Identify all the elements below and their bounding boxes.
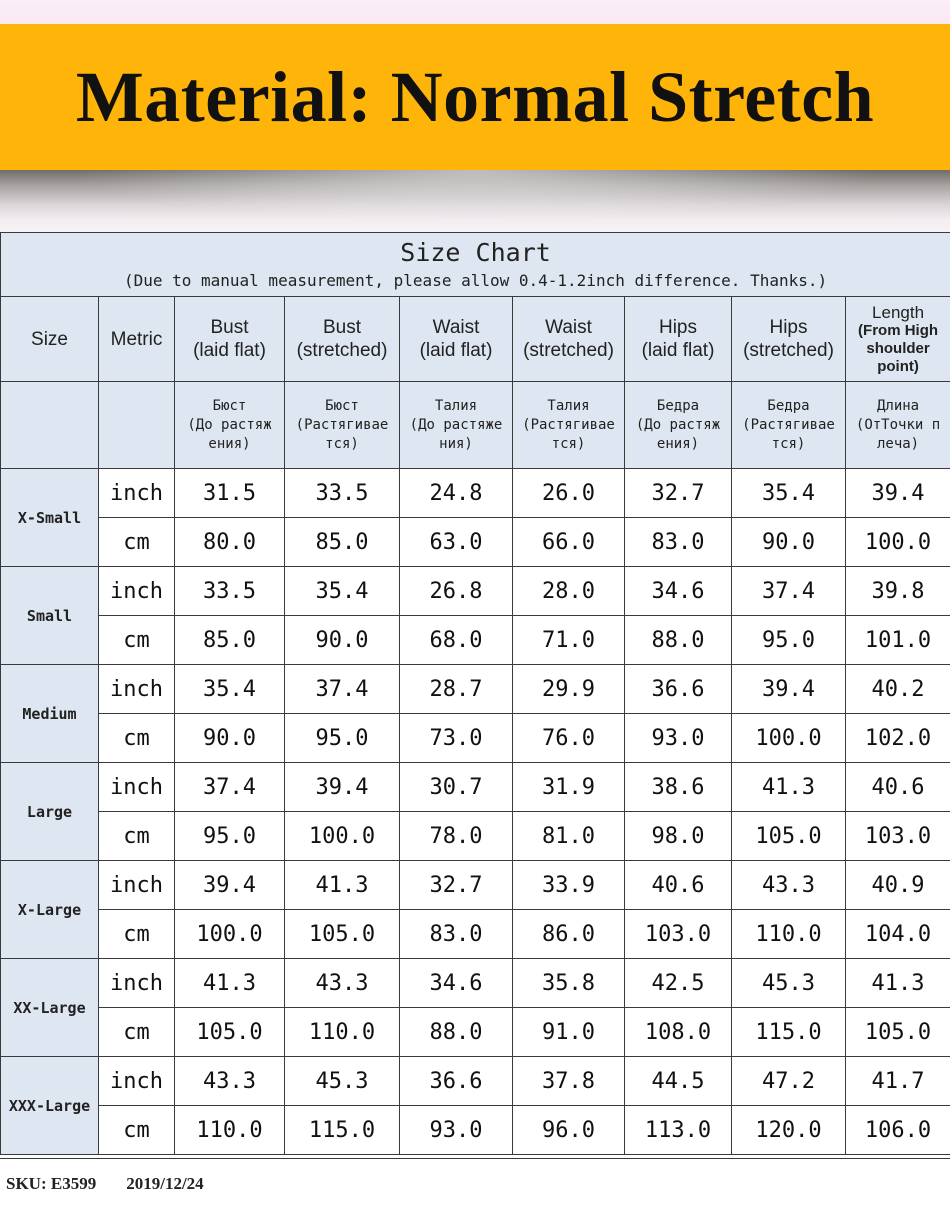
- measurement-cell: 35.4: [285, 567, 400, 616]
- measurement-cell: 93.0: [400, 1106, 513, 1155]
- measurement-cell: 108.0: [625, 1008, 732, 1057]
- measurement-cell: 83.0: [625, 518, 732, 567]
- measurement-cell: 71.0: [513, 616, 625, 665]
- measurement-cell: 115.0: [732, 1008, 846, 1057]
- column-header-ru: Бедра (До растяж ения): [625, 382, 732, 469]
- measurement-cell: 41.3: [285, 861, 400, 910]
- size-label: Small: [1, 567, 99, 665]
- measurement-cell: 76.0: [513, 714, 625, 763]
- measurement-cell: 32.7: [625, 469, 732, 518]
- column-header: Hips (laid flat): [625, 297, 732, 382]
- unit-label: inch: [99, 665, 175, 714]
- measurement-cell: 95.0: [175, 812, 285, 861]
- measurement-cell: 86.0: [513, 910, 625, 959]
- column-header: Waist (stretched): [513, 297, 625, 382]
- measurement-cell: 43.3: [285, 959, 400, 1008]
- unit-label: inch: [99, 959, 175, 1008]
- measurement-cell: 100.0: [285, 812, 400, 861]
- column-header: Metric: [99, 297, 175, 382]
- measurement-cell: 93.0: [625, 714, 732, 763]
- measurement-cell: 40.6: [846, 763, 950, 812]
- measurement-cell: 39.4: [846, 469, 950, 518]
- table-row: [1, 1008, 950, 1057]
- unit-label: cm: [99, 910, 175, 959]
- measurement-cell: 37.4: [732, 567, 846, 616]
- size-label: X-Large: [1, 861, 99, 959]
- measurement-cell: 32.7: [400, 861, 513, 910]
- measurement-cell: 81.0: [513, 812, 625, 861]
- measurement-cell: 28.0: [513, 567, 625, 616]
- measurement-cell: 36.6: [625, 665, 732, 714]
- measurement-cell: 110.0: [285, 1008, 400, 1057]
- banner-shadow: [0, 170, 950, 232]
- measurement-cell: 31.5: [175, 469, 285, 518]
- measurement-cell: 90.0: [285, 616, 400, 665]
- unit-label: cm: [99, 1106, 175, 1155]
- measurement-cell: 73.0: [400, 714, 513, 763]
- measurement-cell: 39.8: [846, 567, 950, 616]
- measurement-cell: 41.7: [846, 1057, 950, 1106]
- measurement-cell: 90.0: [732, 518, 846, 567]
- unit-label: cm: [99, 1008, 175, 1057]
- table-row: [1, 910, 950, 959]
- unit-label: inch: [99, 1057, 175, 1106]
- measurement-cell: 44.5: [625, 1057, 732, 1106]
- measurement-cell: 110.0: [175, 1106, 285, 1155]
- measurement-cell: 33.5: [285, 469, 400, 518]
- measurement-cell: 100.0: [175, 910, 285, 959]
- table-row: [1, 861, 950, 910]
- measurement-cell: 85.0: [175, 616, 285, 665]
- measurement-cell: 103.0: [846, 812, 950, 861]
- measurement-cell: 88.0: [625, 616, 732, 665]
- column-header-ru: [99, 382, 175, 469]
- measurement-cell: 105.0: [732, 812, 846, 861]
- measurement-cell: 35.4: [732, 469, 846, 518]
- measurement-cell: 88.0: [400, 1008, 513, 1057]
- footer: [0, 1158, 950, 1209]
- measurement-cell: 43.3: [175, 1057, 285, 1106]
- column-header-ru: Длина (ОтТочки п леча): [846, 382, 950, 469]
- measurement-cell: 95.0: [732, 616, 846, 665]
- measurement-cell: 95.0: [285, 714, 400, 763]
- column-header: Bust (laid flat): [175, 297, 285, 382]
- table-row: [1, 518, 950, 567]
- measurement-cell: 110.0: [732, 910, 846, 959]
- measurement-cell: 101.0: [846, 616, 950, 665]
- sku-label: SKU: E3599: [6, 1174, 97, 1193]
- column-header: Size: [1, 297, 99, 382]
- column-header: Waist (laid flat): [400, 297, 513, 382]
- chart-title: Size Chart: [400, 237, 551, 267]
- measurement-cell: 90.0: [175, 714, 285, 763]
- size-label: Medium: [1, 665, 99, 763]
- measurement-cell: 34.6: [400, 959, 513, 1008]
- unit-label: inch: [99, 861, 175, 910]
- unit-label: inch: [99, 469, 175, 518]
- measurement-cell: 45.3: [732, 959, 846, 1008]
- measurement-cell: 31.9: [513, 763, 625, 812]
- chart-title-cell: [1, 233, 950, 297]
- measurement-cell: 100.0: [732, 714, 846, 763]
- measurement-cell: 39.4: [285, 763, 400, 812]
- measurement-cell: 80.0: [175, 518, 285, 567]
- measurement-cell: 41.3: [732, 763, 846, 812]
- top-strip: [0, 0, 950, 24]
- table-row: [1, 959, 950, 1008]
- size-chart-table: [0, 232, 950, 1155]
- measurement-cell: 105.0: [285, 910, 400, 959]
- table-row: [1, 469, 950, 518]
- measurement-cell: 104.0: [846, 910, 950, 959]
- unit-label: cm: [99, 518, 175, 567]
- column-header: Length (From High shoulder point): [846, 297, 950, 382]
- measurement-cell: 37.8: [513, 1057, 625, 1106]
- measurement-cell: 33.9: [513, 861, 625, 910]
- column-header-ru: Талия (Растягивае тся): [513, 382, 625, 469]
- measurement-cell: 35.4: [175, 665, 285, 714]
- measurement-cell: 30.7: [400, 763, 513, 812]
- measurement-cell: 41.3: [846, 959, 950, 1008]
- measurement-cell: 63.0: [400, 518, 513, 567]
- measurement-cell: 40.2: [846, 665, 950, 714]
- measurement-cell: 38.6: [625, 763, 732, 812]
- date-label: 2019/12/24: [126, 1174, 204, 1193]
- measurement-cell: 120.0: [732, 1106, 846, 1155]
- measurement-cell: 29.9: [513, 665, 625, 714]
- measurement-cell: 113.0: [625, 1106, 732, 1155]
- table-row: [1, 714, 950, 763]
- measurement-cell: 78.0: [400, 812, 513, 861]
- table-row: [1, 665, 950, 714]
- measurement-cell: 37.4: [285, 665, 400, 714]
- column-header-ru: Талия (До растяже ния): [400, 382, 513, 469]
- size-label: Large: [1, 763, 99, 861]
- unit-label: inch: [99, 763, 175, 812]
- material-banner: [0, 24, 950, 170]
- measurement-cell: 45.3: [285, 1057, 400, 1106]
- measurement-cell: 98.0: [625, 812, 732, 861]
- measurement-cell: 24.8: [400, 469, 513, 518]
- measurement-cell: 91.0: [513, 1008, 625, 1057]
- measurement-cell: 40.6: [625, 861, 732, 910]
- size-label: XXX-Large: [1, 1057, 99, 1155]
- unit-label: cm: [99, 616, 175, 665]
- measurement-cell: 47.2: [732, 1057, 846, 1106]
- column-header-ru: Бюст (До растяж ения): [175, 382, 285, 469]
- measurement-cell: 85.0: [285, 518, 400, 567]
- column-header-ru: Бедра (Растягивае тся): [732, 382, 846, 469]
- measurement-cell: 103.0: [625, 910, 732, 959]
- table-row: [1, 763, 950, 812]
- measurement-cell: 42.5: [625, 959, 732, 1008]
- unit-label: cm: [99, 714, 175, 763]
- table-row: [1, 1057, 950, 1106]
- measurement-cell: 68.0: [400, 616, 513, 665]
- measurement-cell: 28.7: [400, 665, 513, 714]
- column-header: Hips (stretched): [732, 297, 846, 382]
- unit-label: inch: [99, 567, 175, 616]
- table-row: [1, 567, 950, 616]
- table-row: [1, 1106, 950, 1155]
- column-header: Bust (stretched): [285, 297, 400, 382]
- size-label: XX-Large: [1, 959, 99, 1057]
- column-header-ru: Бюст (Растягивае тся): [285, 382, 400, 469]
- measurement-cell: 35.8: [513, 959, 625, 1008]
- measurement-cell: 43.3: [732, 861, 846, 910]
- measurement-cell: 40.9: [846, 861, 950, 910]
- table-row: [1, 616, 950, 665]
- table-row: [1, 812, 950, 861]
- measurement-cell: 37.4: [175, 763, 285, 812]
- measurement-cell: 96.0: [513, 1106, 625, 1155]
- measurement-cell: 83.0: [400, 910, 513, 959]
- column-header-ru: [1, 382, 99, 469]
- measurement-cell: 26.8: [400, 567, 513, 616]
- size-label: X-Small: [1, 469, 99, 567]
- banner-title: Material: Normal Stretch: [75, 56, 875, 137]
- measurement-cell: 105.0: [175, 1008, 285, 1057]
- unit-label: cm: [99, 812, 175, 861]
- measurement-cell: 115.0: [285, 1106, 400, 1155]
- measurement-cell: 39.4: [732, 665, 846, 714]
- measurement-cell: 102.0: [846, 714, 950, 763]
- measurement-cell: 39.4: [175, 861, 285, 910]
- measurement-cell: 36.6: [400, 1057, 513, 1106]
- measurement-cell: 66.0: [513, 518, 625, 567]
- measurement-cell: 105.0: [846, 1008, 950, 1057]
- measurement-cell: 26.0: [513, 469, 625, 518]
- measurement-cell: 34.6: [625, 567, 732, 616]
- measurement-cell: 100.0: [846, 518, 950, 567]
- measurement-cell: 106.0: [846, 1106, 950, 1155]
- measurement-cell: 33.5: [175, 567, 285, 616]
- chart-note: (Due to manual measurement, please allow 0.4-1.2inch difference. Thanks.): [123, 270, 828, 290]
- measurement-cell: 41.3: [175, 959, 285, 1008]
